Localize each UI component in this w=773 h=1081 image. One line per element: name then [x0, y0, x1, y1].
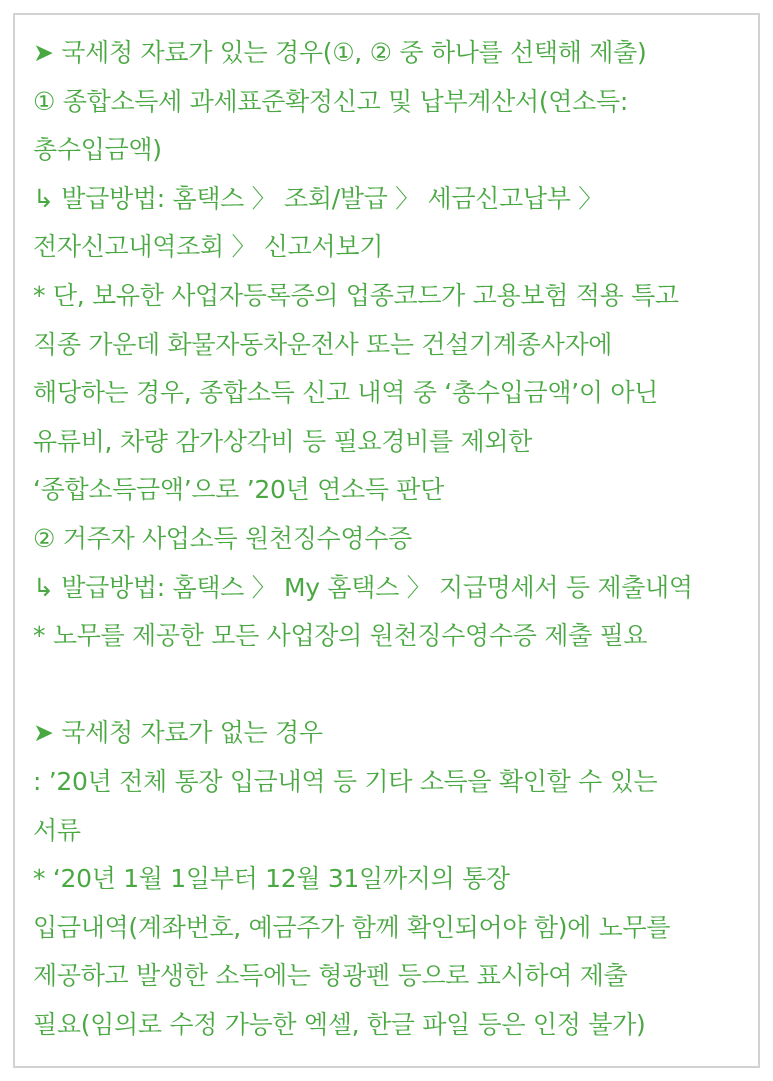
- notice-content: [33, 29, 748, 1049]
- option-1-note-cont-2: 해당하는 경우, 종합소득 신고 내역 중 ‘총수입금액’이 아닌: [33, 378, 659, 408]
- no-data-description-cont: 서류: [33, 815, 81, 845]
- no-data-note-cont-2: 제공하고 발생한 소득에는 형광펜 등으로 표시하여 제출: [33, 961, 628, 991]
- no-data-description: : ’20년 전체 통장 입금내역 등 기타 소득을 확인할 수 있는: [33, 766, 658, 796]
- option-1-title: ① 종합소득세 과세표준확정신고 및 납부계산서(연소득:: [33, 86, 628, 116]
- no-data-note: * ‘20년 1월 1일부터 12월 31일까지의 통장: [33, 864, 510, 894]
- option-2-issue-method: ↳ 발급방법: 홈택스 〉 My 홈택스 〉 지급명세서 등 제출내역: [33, 572, 693, 602]
- no-data-note-cont-3: 필요(임의로 수정 가능한 엑셀, 한글 파일 등은 인정 불가): [33, 1009, 646, 1039]
- section-heading-without-data: ➤ 국세청 자료가 없는 경우: [33, 718, 323, 748]
- option-1-title-cont: 총수입금액): [33, 135, 162, 165]
- option-2-title: ② 거주자 사업소득 원천징수영수증: [33, 523, 412, 553]
- no-data-note-cont-1: 입금내역(계좌번호, 예금주가 함께 확인되어야 함)에 노무를: [33, 912, 671, 942]
- option-2-note: * 노무를 제공한 모든 사업장의 원천징수영수증 제출 필요: [33, 621, 648, 651]
- option-1-note-cont-4: ‘종합소득금액’으로 ’20년 연소득 판단: [33, 475, 444, 505]
- option-1-note: * 단, 보유한 사업자등록증의 업종코드가 고용보험 적용 특고: [33, 280, 679, 310]
- option-1-issue-method: ↳ 발급방법: 홈택스 〉 조회/발급 〉 세금신고납부 〉: [33, 183, 603, 213]
- option-1-note-cont-3: 유류비, 차량 감가상각비 등 필요경비를 제외한: [33, 426, 533, 456]
- option-1-issue-method-cont: 전자신고내역조회 〉 신고서보기: [33, 232, 384, 262]
- notice-box: [13, 13, 760, 1068]
- option-1-note-cont-1: 직종 가운데 화물자동차운전사 또는 건설기계종사자에: [33, 329, 613, 359]
- section-spacer: [33, 661, 748, 710]
- section-heading-with-data: ➤ 국세청 자료가 있는 경우(①, ② 중 하나를 선택해 제출): [33, 38, 647, 67]
